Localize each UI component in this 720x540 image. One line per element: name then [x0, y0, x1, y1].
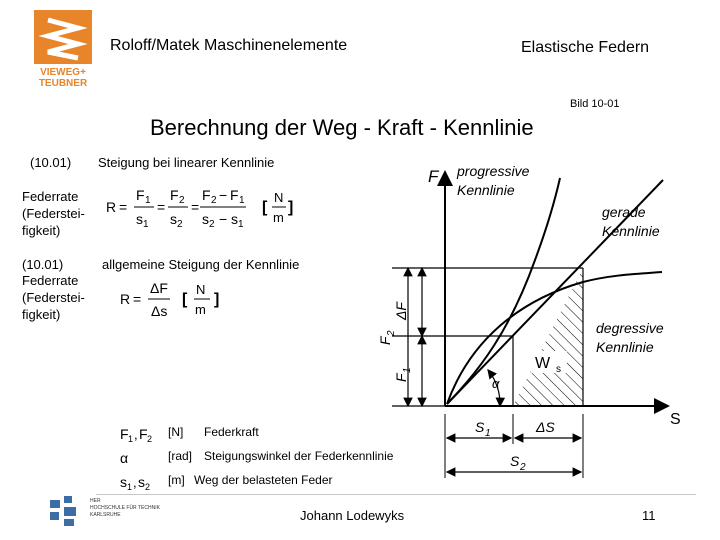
legend-F-comma: ,: [134, 427, 138, 442]
formula1-unit-N: N: [274, 190, 284, 205]
legend-alpha-symbol: α: [120, 450, 129, 466]
formula1-F1b-sub: 1: [239, 195, 245, 206]
f2-label: F: [377, 336, 393, 345]
header-left-title: Roloff/Matek Maschinenelemente: [110, 37, 348, 54]
legend-angle-text: Steigungswinkel der Federkennlinie: [204, 449, 394, 463]
formula1-unit-open: [: [262, 199, 268, 216]
formula1-s2-sub: 2: [177, 219, 183, 230]
legend-s1-symbol: s: [120, 474, 127, 490]
hochschule-logo-squares: [50, 496, 76, 526]
formula1-F2b: F: [202, 187, 211, 203]
legend-s-comma: ,: [133, 475, 137, 490]
formula1-F1-sub: 1: [145, 195, 151, 206]
legend-distance-text: Weg der belasteten Feder: [194, 473, 333, 487]
formula2-unit-N: N: [196, 282, 206, 297]
s1-label: S: [475, 419, 485, 435]
formula1-label-2: (Federstei-: [22, 206, 85, 221]
progressive-label-2: Kennlinie: [457, 182, 515, 198]
legend-distance-unit: [m]: [168, 473, 185, 487]
formula2-label-3: figkeit): [22, 307, 61, 322]
f1-label: F: [393, 373, 409, 382]
formula1-minus-bottom: −: [219, 211, 228, 227]
institution-line2: HOCHSCHULE FÜR TECHNIK: [90, 505, 160, 511]
formula1-s1b-sub: 1: [238, 219, 244, 230]
legend-force-text: Federkraft: [204, 425, 259, 439]
logo-text-line1: VIEWEG+: [40, 67, 86, 78]
ws-label: W: [535, 355, 551, 372]
legend-force-unit: [N]: [168, 425, 184, 439]
formula1-unit-close: ]: [288, 199, 294, 216]
institution-line3: KARLSRUHE: [90, 512, 121, 518]
f1-label-sub: 1: [402, 367, 413, 373]
formula1-s2b-sub: 2: [209, 219, 215, 230]
formula2-unit-close: ]: [214, 291, 220, 308]
formula1-F2-sub: 2: [179, 195, 185, 206]
formula1-F2: F: [170, 187, 179, 203]
formula1-s1b: s: [231, 211, 238, 227]
formula1-R: R: [106, 199, 117, 215]
formula2-label-1: Federrate: [22, 273, 79, 288]
formula2-heading: allgemeine Steigung der Kennlinie: [102, 257, 300, 272]
degressive-label-2: Kennlinie: [596, 339, 654, 355]
formula2-unit-open: [: [182, 291, 188, 308]
alpha-label: α: [492, 376, 500, 391]
formula2-R: R: [120, 291, 131, 307]
ws-label-sub: s: [556, 364, 561, 375]
ds-label: ΔS: [536, 419, 555, 435]
formula1-s1: s: [136, 211, 143, 227]
s1-label-sub: 1: [485, 428, 491, 439]
formula2-unit-m: m: [195, 302, 206, 317]
formula1-minus-top: −: [219, 187, 228, 203]
formula1-eq2: =: [157, 199, 166, 215]
formula2-number: (10.01): [22, 257, 64, 272]
legend-s2-symbol: s: [138, 474, 145, 490]
progressive-label-1: progressive: [457, 163, 530, 179]
formula1-F1: F: [136, 187, 145, 203]
formula2-eq: =: [133, 291, 142, 307]
formula1-number: (10.01): [30, 155, 72, 170]
legend-F2-sub: 2: [147, 434, 153, 444]
formula2-dF: ΔF: [150, 280, 168, 296]
formula1-label-3: figkeit): [22, 223, 61, 238]
formula2-ds: Δs: [151, 303, 168, 319]
header-right-title: Elastische Federn: [521, 39, 650, 56]
slide-title: Berechnung der Weg - Kraft - Kennlinie: [150, 115, 534, 140]
formula1-s2b: s: [202, 211, 209, 227]
formula1-F2b-sub: 2: [211, 195, 217, 206]
df-label: ΔF: [393, 302, 409, 320]
footer-author: Johann Lodewyks: [300, 508, 405, 523]
formula1-heading: Steigung bei linearer Kennlinie: [98, 155, 275, 170]
legend-angle-unit: [rad]: [168, 449, 193, 463]
institution-line1: HER: [90, 498, 101, 504]
legend-s1-sub: 1: [127, 482, 133, 492]
formula2-label-2: (Federstei-: [22, 290, 85, 305]
formula1-unit-m: m: [273, 210, 284, 225]
legend-F1-sub: 1: [128, 434, 134, 444]
s2-label-sub: 2: [520, 462, 526, 473]
formula1-s2: s: [170, 211, 177, 227]
footer-divider: [96, 494, 696, 495]
formula1-s1-sub: 1: [143, 219, 149, 230]
distance-axis-label: S: [670, 411, 681, 428]
s2-label: S: [510, 453, 520, 469]
formula1-eq3: =: [191, 199, 200, 215]
legend-s2-sub: 2: [145, 482, 151, 492]
f2-label-sub: 2: [386, 330, 397, 336]
legend-F2-symbol: F: [139, 426, 148, 442]
gerade-label-2: Kennlinie: [602, 223, 660, 239]
figure-reference: Bild 10-01: [570, 98, 620, 110]
degressive-label-1: degressive: [596, 320, 664, 336]
force-axis-label: F: [428, 167, 439, 186]
formula1-eq1: =: [119, 199, 128, 215]
logo-text-line2: TEUBNER: [38, 78, 88, 88]
legend-F1-symbol: F: [120, 426, 129, 442]
formula1-label-1: Federrate: [22, 189, 79, 204]
formula1-F1b: F: [230, 187, 239, 203]
gerade-label-1: gerade: [602, 204, 646, 220]
hochschule-logo: [50, 496, 200, 528]
page-number: 11: [642, 508, 656, 523]
